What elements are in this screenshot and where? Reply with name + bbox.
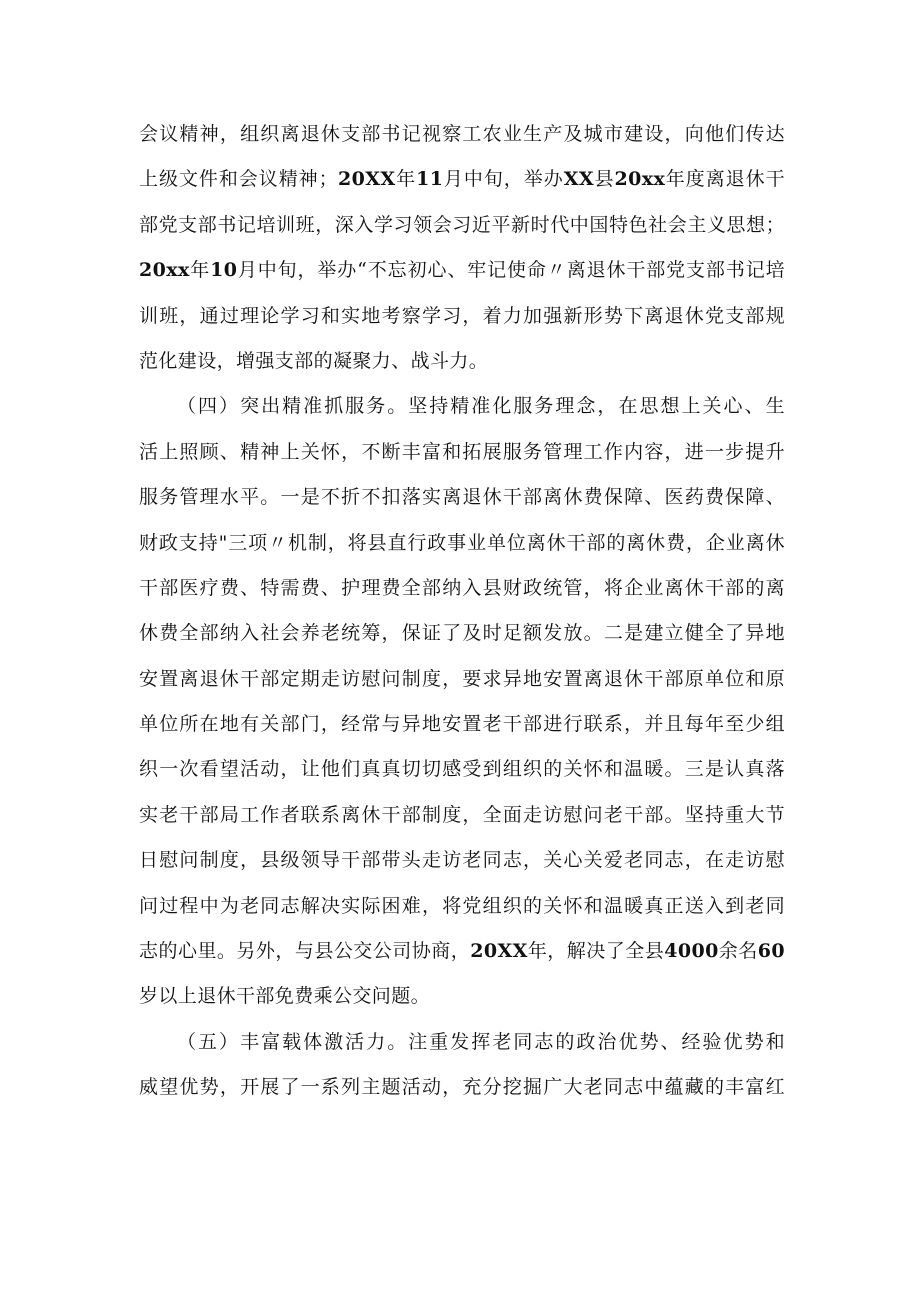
text-line: 岁以上退休干部免费乘公交问题。 [139, 985, 431, 1008]
text-line: 财政支持"三项〃机制，将县直行政事业单位离休干部的离休费，企业离休 [139, 531, 785, 554]
text-line: 问过程中为老同志解决实际困难，将党组织的关怀和温暖真正送入到老同 [139, 894, 785, 917]
text-line: 范化建设，增强支部的凝聚力、战斗力。 [139, 349, 489, 372]
paragraph-activities [139, 1020, 785, 1111]
text-line: 威望优势，开展了一系列主题活动，充分挖掘广大老同志中蕴藏的丰富红 [139, 1076, 785, 1099]
text-line: 实老干部局工作者联系离休干部制度，全面走访慰问老干部。坚持重大节 [139, 803, 785, 826]
text-line: 训班，通过理论学习和实地考察学习，着力加强新形势下离退休党支部规 [139, 304, 785, 327]
text-line: 部党支部书记培训班，深入学习领会习近平新时代中国特色社会主义思想； [139, 213, 785, 236]
text-line: 上级文件和会议精神；20XX年11月中旬，举办XX县20xx年度离退休干 [139, 168, 785, 191]
text-line: 会议精神，组织离退休支部书记视察工农业生产及城市建设，向他们传达 [139, 123, 785, 145]
text-line: 单位所在地有关部门，经常与异地安置老干部进行联系，并且每年至少组 [139, 713, 785, 736]
text-line: 安置离退休干部定期走访慰问制度，要求异地安置离退休干部原单位和原 [139, 667, 785, 690]
text-line: 服务管理水平。一是不折不扣落实离退休干部离休费保障、医药费保障、 [139, 486, 785, 509]
text-line: 休费全部纳入社会养老统筹，保证了及时足额发放。二是建立健全了异地 [139, 622, 785, 645]
paragraph-continued [139, 112, 785, 384]
section-heading-line: （四）突出精准抓服务。坚持精准化服务理念，在思想上关心、生 [177, 395, 785, 418]
section-heading-line: （五）丰富载体激活力。注重发挥老同志的政治优势、经验优势和 [177, 1030, 785, 1053]
paragraph-service [139, 384, 785, 1019]
text-line: 志的心里。另外，与县公交公司协商，20XX年，解决了全县4000余名60 [139, 940, 785, 963]
text-line: 20xx年10月中旬，举办“不忘初心、牢记使命〃离退休干部党支部书记培 [139, 259, 785, 282]
document-body [139, 112, 785, 1111]
text-line: 日慰问制度，县级领导干部带头走访老同志，关心关爱老同志，在走访慰 [139, 849, 785, 872]
text-line: 织一次看望活动，让他们真真切切感受到组织的关怀和温暖。三是认真落 [139, 758, 785, 781]
text-line: 活上照顾、精神上关怀，不断丰富和拓展服务管理工作内容，进一步提升 [139, 440, 785, 463]
text-line: 干部医疗费、特需费、护理费全部纳入县财政统管，将企业离休干部的离 [139, 576, 785, 599]
